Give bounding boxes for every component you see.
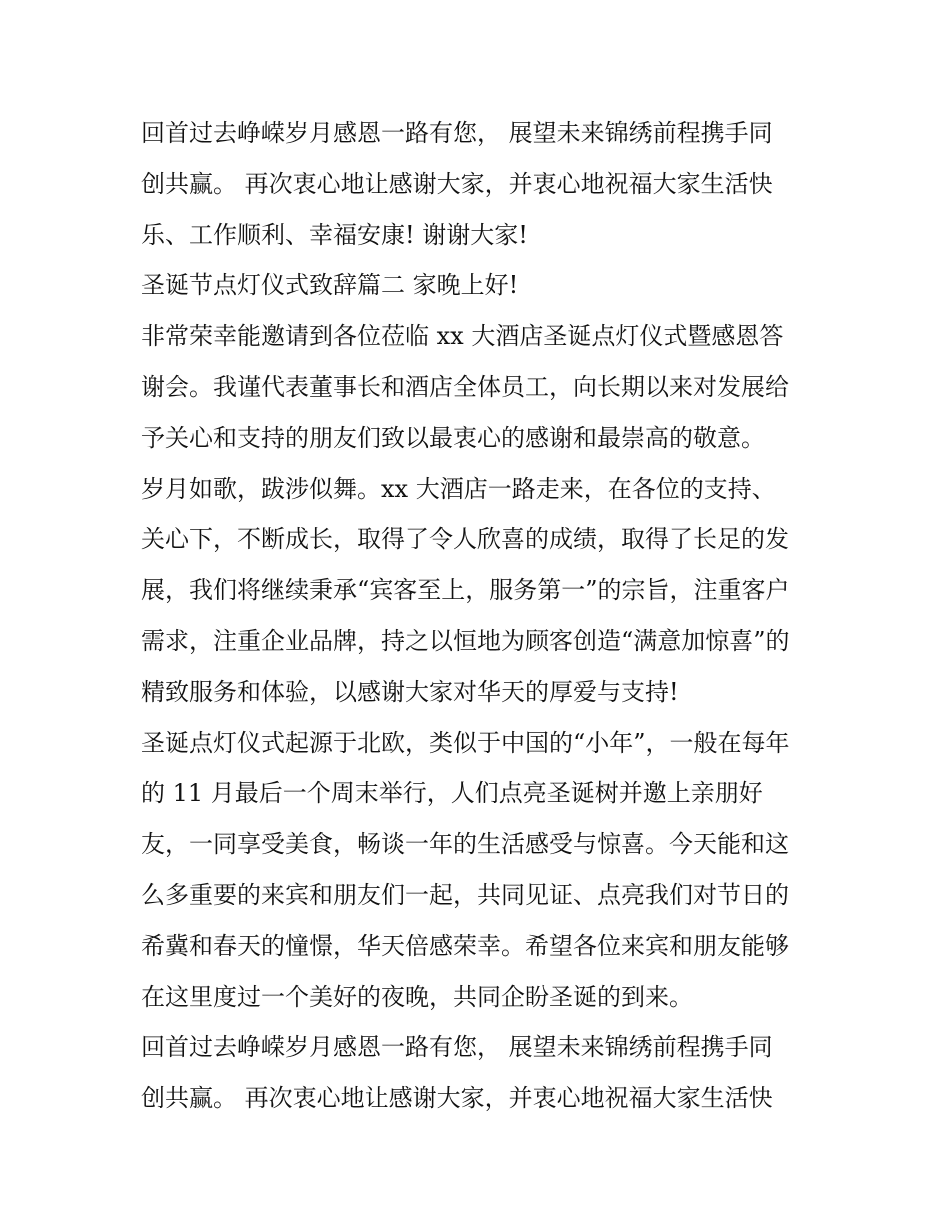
text-line: 圣诞点灯仪式起源于北欧，类似于中国的“小年”，一般在每年 [141,728,790,757]
text-line: 在这里度过一个美好的夜晚，共同企盼圣诞的到来。 [141,982,693,1011]
text-line: 友，一同享受美食，畅谈一年的生活感受与惊喜。今天能和这 [141,830,789,859]
text-line: 乐、工作顺利、幸福安康! 谢谢大家! [141,220,528,249]
document-body [141,108,821,1124]
text-line: 的 11 月最后一个周末举行，人们点亮圣诞树并邀上亲朋好 [141,779,763,808]
text-line: 么多重要的来宾和朋友们一起，共同见证、点亮我们对节日的 [141,880,789,909]
text-line: 予关心和支持的朋友们致以最衷心的感谢和最崇高的敬意。 [141,423,765,452]
text-line: 展，我们将继续秉承“宾客至上，服务第一”的宗旨，注重客户 [141,576,790,605]
text-line: 岁月如歌，跋涉似舞。xx 大酒店一路走来，在各位的支持、 [141,474,776,503]
text-line: 精致服务和体验，以感谢大家对华天的厚爱与支持! [141,677,679,706]
text-line: 回首过去峥嵘岁月感恩一路有您， 展望未来锦绣前程携手同 [141,1033,773,1062]
text-line: 关心下，不断成长，取得了令人欣喜的成绩，取得了长足的发 [141,525,789,554]
text-line: 非常荣幸能邀请到各位莅临 xx 大酒店圣诞点灯仪式暨感恩答 [141,322,784,351]
text-line: 回首过去峥嵘岁月感恩一路有您， 展望未来锦绣前程携手同 [141,119,773,147]
text-line: 需求，注重企业品牌，持之以恒地为顾客创造“满意加惊喜”的 [141,626,790,655]
section-heading: 圣诞节点灯仪式致辞篇二 家晚上好! [141,271,519,300]
text-line: 谢会。我谨代表董事长和酒店全体员工，向长期以来对发展给 [141,372,789,401]
text-line: 希冀和春天的憧憬，华天倍感荣幸。希望各位来宾和朋友能够 [141,931,789,960]
text-line: 创共赢。 再次衷心地让感谢大家，并衷心地祝福大家生活快 [141,169,773,198]
text-line: 创共赢。 再次衷心地让感谢大家，并衷心地祝福大家生活快 [141,1084,773,1113]
